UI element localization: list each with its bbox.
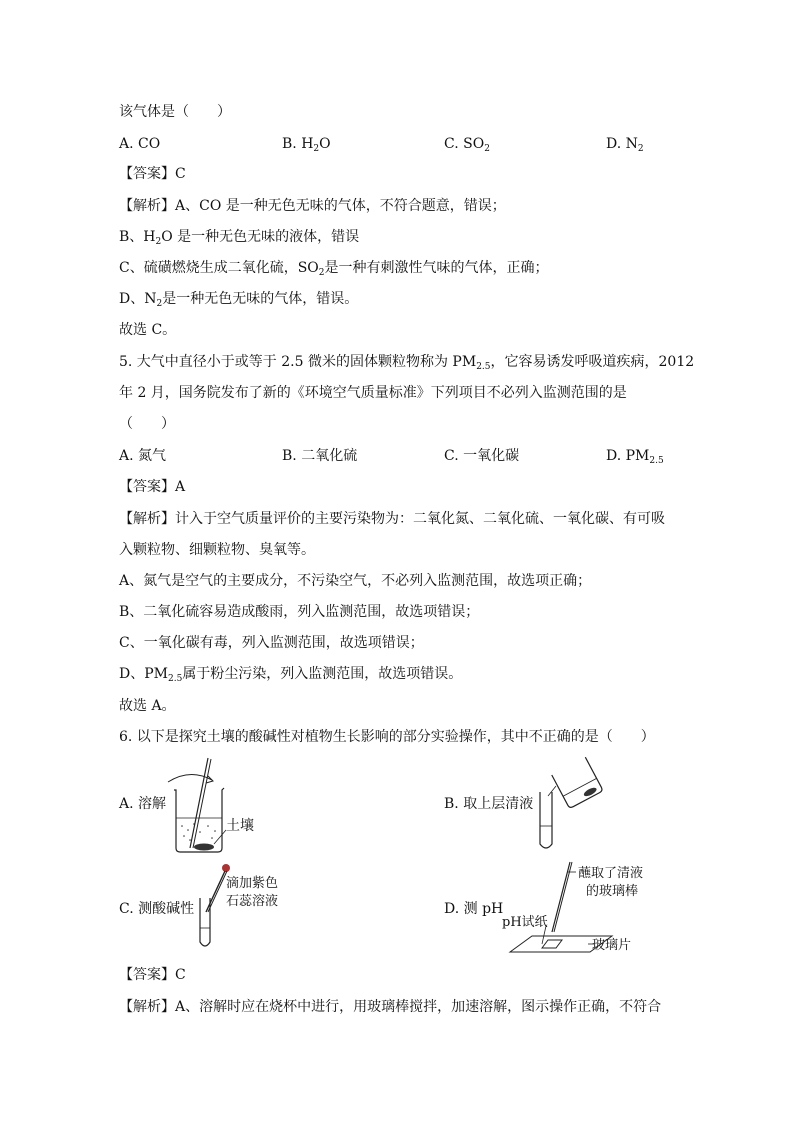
option-b: B. 取上层清液	[444, 796, 534, 812]
explanation-line: C、硫磺燃烧生成二氧化硫，$SO_2$是一种有刺激性气味的气体，正确；	[119, 260, 549, 278]
explanation-line: 【解析】A、CO 是一种无色无味的气体，不符合题意，错误；	[119, 198, 506, 214]
option-d: D. 测 pH	[444, 901, 504, 917]
answer-label: 【答案】A	[119, 479, 186, 495]
option-a: A. 溶解	[119, 796, 167, 812]
option-a: A. CO	[119, 136, 161, 152]
ph-paper-label: pH试纸	[502, 915, 548, 930]
explanation-line: C、一氧化碳有毒，列入监测范围，故选项错误；	[119, 635, 424, 651]
explanation-line: B、$H_2O$ 是一种无色无味的液体，错误	[119, 229, 360, 247]
question-stem: 该气体是（ ）	[119, 104, 231, 120]
explanation-line: 【解析】A、溶解时应在烧杯中进行，用玻璃棒搅拌，加速溶解，图示操作正确，不符合	[119, 999, 662, 1015]
conclusion-line: 故选 C。	[119, 322, 177, 338]
answer-label: 【答案】C	[119, 166, 186, 182]
glass-rod-label-line2: 的玻璃棒	[586, 884, 639, 899]
question-stem: 6. 以下是探究土壤的酸碱性对植物生长影响的部分实验操作，其中不正确的是（ ）	[119, 729, 655, 745]
option-c: C. 一氧化碳	[444, 448, 520, 464]
option-d: D. $PM_{2.5}$	[606, 448, 664, 466]
answer-label: 【答案】C	[119, 967, 186, 983]
option-a: A. 氮气	[119, 448, 167, 464]
explanation-line: A、氮气是空气的主要成分，不污染空气，不必列入监测范围，故选项正确；	[119, 573, 592, 589]
dropper-label-line2: 石蕊溶液	[226, 894, 279, 909]
dropper-label-line1: 滴加紫色	[226, 876, 279, 891]
option-b: B. 二氧化硫	[282, 448, 358, 464]
beaker-stirring-figure	[160, 756, 270, 856]
option-b: B. $H_2O$	[282, 136, 331, 154]
question-blank: （ ）	[119, 416, 175, 432]
glass-rod-label-line1: 蘸取了清液	[578, 866, 644, 881]
question-stem: 年 2 月，国务院发布了新的《环境空气质量标准》下列项目不必列入监测范围的是	[119, 385, 627, 401]
question-stem: 5. 大气中直径小于或等于 2.5 微米的固体颗粒物称为 $PM_{2.5}$，它容易诱发呼吸道疾病，2012	[119, 354, 695, 372]
option-c: C. $SO_2$	[444, 136, 490, 154]
option-d: D. $N_2$	[606, 136, 644, 154]
explanation-line: D、$N_2$是一种无色无味的气体，错误。	[119, 291, 359, 309]
explanation-line: D、$PM_{2.5}$属于粉尘污染，列入监测范围，故选项错误。	[119, 666, 463, 684]
decanting-figure	[522, 752, 612, 852]
explanation-line: 入颗粒物、细颗粒物、臭氧等。	[119, 542, 315, 558]
option-c: C. 测酸碱性	[119, 901, 195, 917]
explanation-line: 【解析】计入于空气质量评价的主要污染物为：二氧化氮、二氧化硫、一氧化碳、有可吸	[119, 511, 665, 527]
conclusion-line: 故选 A。	[119, 698, 176, 714]
glass-plate-label: 玻璃片	[592, 938, 632, 953]
explanation-line: B、二氧化硫容易造成酸雨，列入监测范围，故选项错误；	[119, 604, 480, 620]
soil-label: 土壤	[226, 818, 254, 834]
